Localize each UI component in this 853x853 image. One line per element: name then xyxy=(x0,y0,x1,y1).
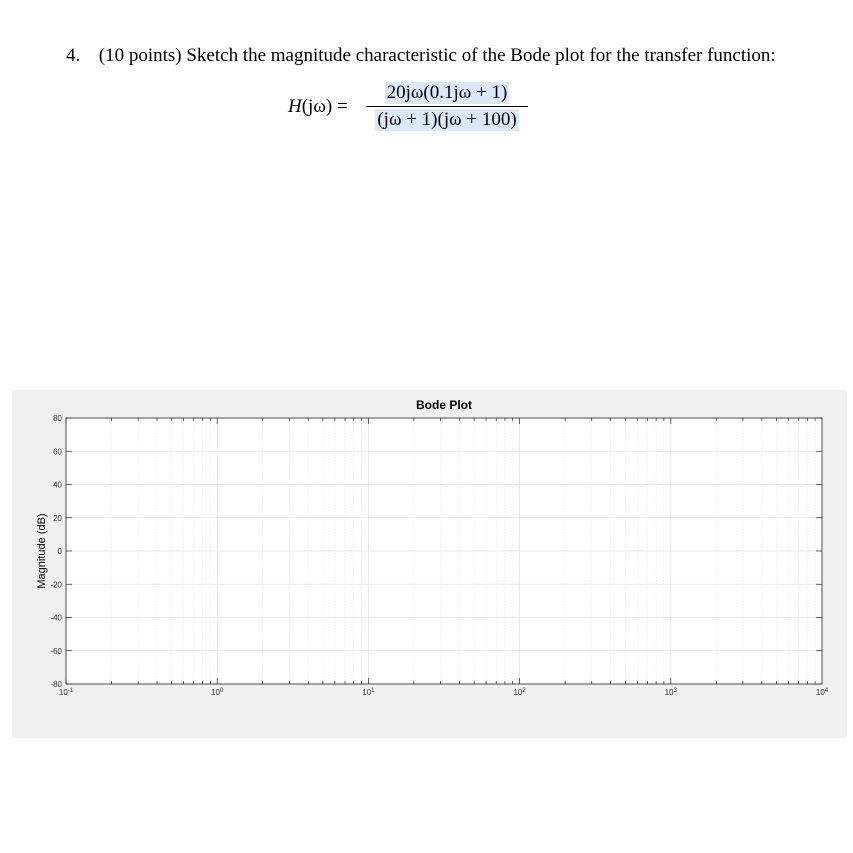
bode-plot-svg xyxy=(12,390,847,738)
formula-fraction xyxy=(364,82,530,131)
question-number: 4. xyxy=(66,45,81,66)
formula-lhs-symbol: H xyxy=(288,96,302,117)
x-tick-label: $10^2$ xyxy=(513,688,526,697)
fraction-bar xyxy=(366,106,528,107)
x-tick-label: $10^1$ xyxy=(362,688,375,697)
formula-equals: = xyxy=(336,96,348,117)
question-body: (10 points) Sketch the magnitude characteristic of the Bode plot for the transfer function: xyxy=(98,45,776,66)
formula-lhs xyxy=(288,96,348,118)
x-tick-label: $10^4$ xyxy=(815,688,829,697)
y-tick-label: -60 xyxy=(50,646,62,656)
x-tick-label: $10^0$ xyxy=(211,688,224,697)
y-tick-label: 20 xyxy=(53,513,62,523)
formula-numerator: 20jω(0.1jω + 1) xyxy=(386,82,508,103)
x-tick-label: $10^3$ xyxy=(664,688,677,697)
y-tick-label: 40 xyxy=(53,480,62,490)
y-axis-label: Magnitude (dB) xyxy=(36,513,48,589)
y-tick-label: 80 xyxy=(53,414,62,423)
question-text xyxy=(66,44,826,68)
transfer-function xyxy=(288,82,548,134)
y-tick-label: -20 xyxy=(50,580,62,590)
formula-denominator: (jω + 1)(jω + 100) xyxy=(377,109,517,130)
y-tick-label: 0 xyxy=(57,547,62,556)
x-tick-label: $10^{-1}$ xyxy=(58,688,74,697)
y-tick-label: -40 xyxy=(50,613,62,623)
y-tick-label: 60 xyxy=(53,447,62,457)
formula-lhs-arg: (jω) xyxy=(301,96,333,117)
y-tick-label: -80 xyxy=(50,680,62,689)
bode-figure xyxy=(12,390,847,738)
chart-title: Bode Plot xyxy=(416,398,472,412)
